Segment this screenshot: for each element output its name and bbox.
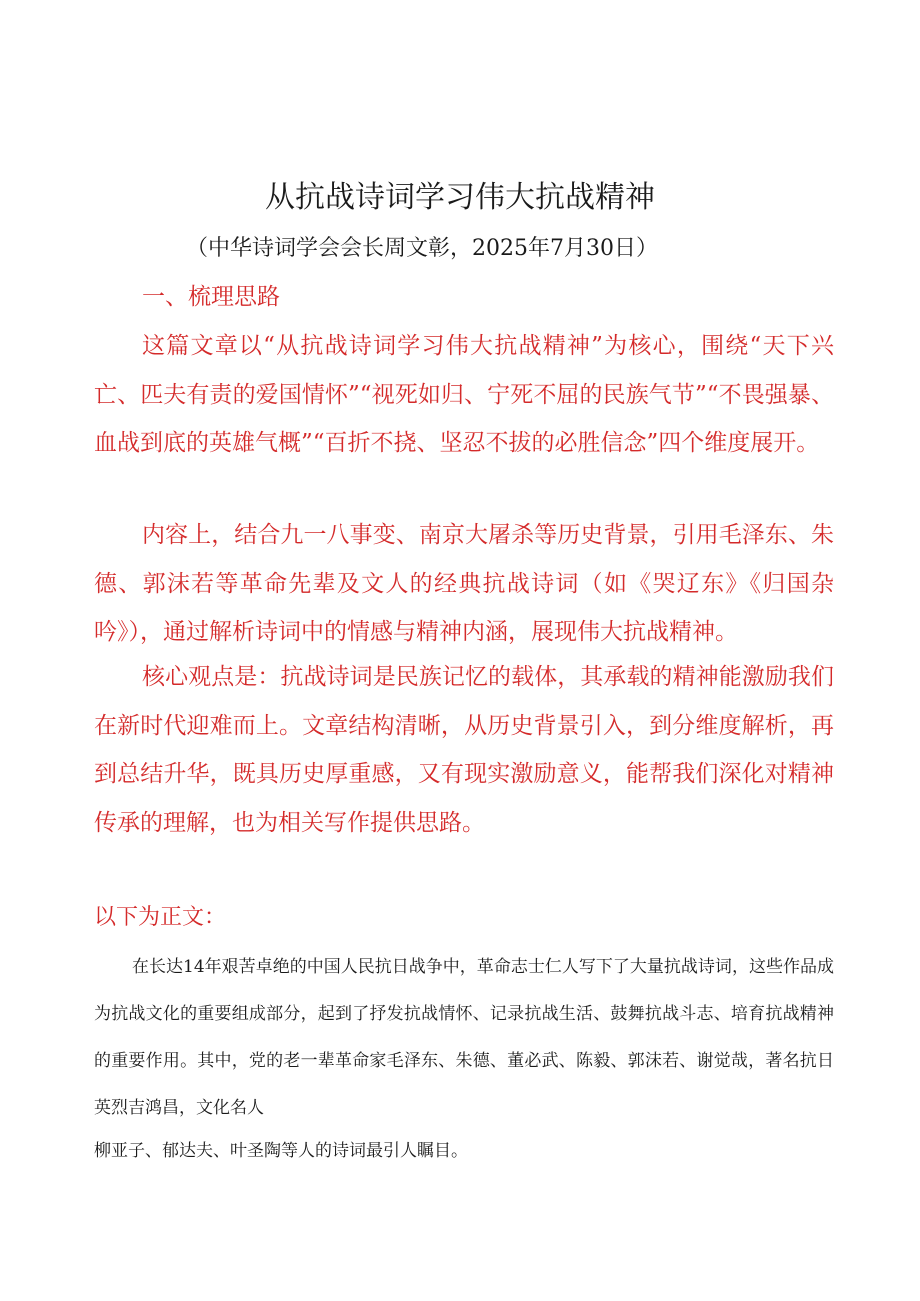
body-intro-label: 以下为正文：	[94, 905, 227, 930]
section-heading: 一、梳理思路	[142, 284, 280, 310]
body-paragraph-tail: 柳亚子、郁达夫、叶圣陶等人的诗词最引人瞩目。	[94, 1141, 468, 1161]
summary-paragraph-1: 这篇文章以“从抗战诗词学习伟大抗战精神”为核心，围绕“天下兴亡、匹夫有责的爱国情怀”“视死如归、宁死不屈的民族气节”“不畏强暴、血战到底的英雄气概”“百折不挠、坚忍不拔的必胜信念”四个维度展开。	[94, 333, 834, 456]
summary-paragraph-2: 内容上，结合九一八事变、南京大屠杀等历史背景，引用毛泽东、朱德、郭沫若等革命先辈及文人的经典抗战诗词（如《哭辽东》《归国杂吟》），通过解析诗词中的情感与精神内涵，展现伟大抗战精神。	[94, 522, 834, 645]
summary-paragraph-3: 核心观点是：抗战诗词是民族记忆的载体，其承载的精神能激励我们在新时代迎难而上。文章结构清晰，从历史背景引入，到分维度解析，再到总结升华，既具历史厚重感，又有现实激励意义，能帮我们深化对精神传承的理解，也为相关写作提供思路。	[94, 664, 834, 836]
body-paragraph: 在长达14年艰苦卓绝的中国人民抗日战争中，革命志士仁人写下了大量抗战诗词，这些作品成为抗战文化的重要组成部分，起到了抒发抗战情怀、记录抗战生活、鼓舞抗战斗志、培育抗战精神的重要作用。其中，党的老一辈革命家毛泽东、朱德、董必武、陈毅、郭沫若、谢觉哉，著名抗日英烈吉鸿昌，文化名人	[94, 957, 834, 1118]
document-title: 从抗战诗词学习伟大抗战精神	[265, 180, 655, 215]
document-subtitle: （中华诗词学会会长周文彰，2025年7月30日）	[186, 236, 658, 261]
